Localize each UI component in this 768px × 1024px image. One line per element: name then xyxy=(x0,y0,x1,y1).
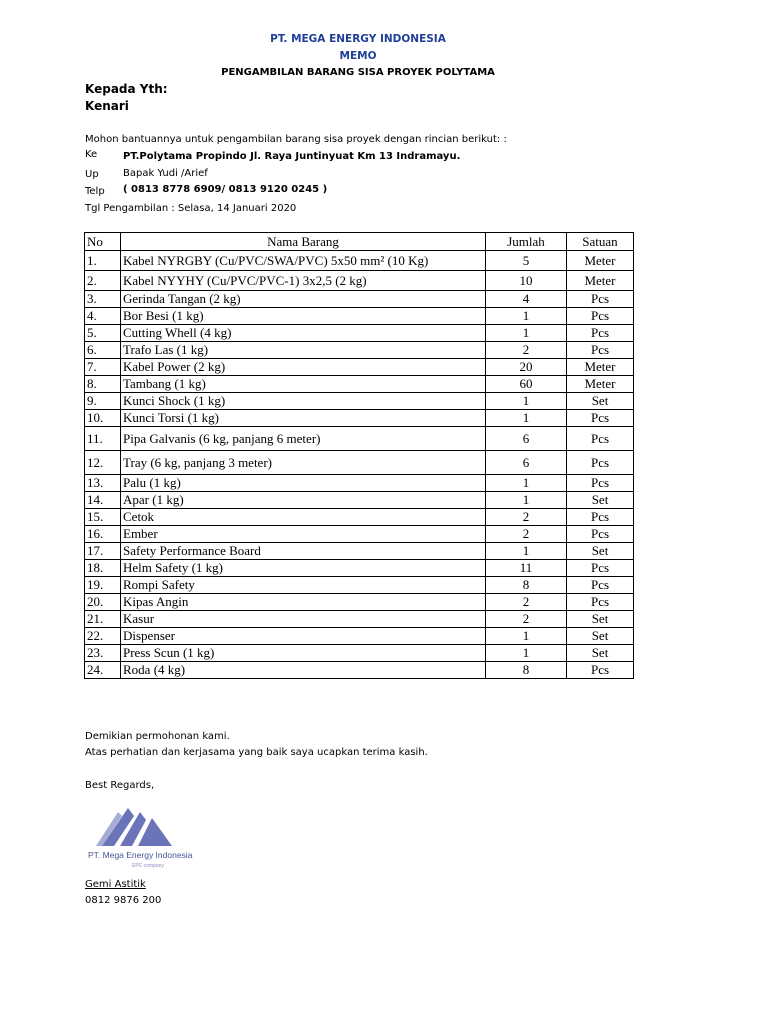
cell-satuan: Pcs xyxy=(567,594,634,611)
cell-no: 5. xyxy=(85,325,121,342)
cell-satuan: Pcs xyxy=(567,560,634,577)
cell-no: 10. xyxy=(85,410,121,427)
cell-nama: Pipa Galvanis (6 kg, panjang 6 meter) xyxy=(121,427,486,451)
header-no: No xyxy=(85,233,121,251)
cell-jumlah: 8 xyxy=(486,662,567,679)
header-jumlah: Jumlah xyxy=(486,233,567,251)
telp-label: Telp xyxy=(85,186,105,197)
cell-jumlah: 1 xyxy=(486,645,567,662)
cell-no: 18. xyxy=(85,560,121,577)
closing-line-2: Atas perhatian dan kerjasama yang baik saya ucapkan terima kasih. xyxy=(85,747,428,758)
cell-no: 24. xyxy=(85,662,121,679)
cell-satuan: Pcs xyxy=(567,291,634,308)
table-row xyxy=(85,645,634,662)
table-row xyxy=(85,291,634,308)
pickup-date: Tgl Pengambilan : Selasa, 14 Januari 2020 xyxy=(85,203,297,214)
cell-nama: Trafo Las (1 kg) xyxy=(121,342,486,359)
table-row xyxy=(85,251,634,271)
cell-nama: Ember xyxy=(121,526,486,543)
table-row xyxy=(85,526,634,543)
cell-jumlah: 5 xyxy=(486,251,567,271)
memo-title: MEMO xyxy=(339,50,377,62)
cell-no: 23. xyxy=(85,645,121,662)
telp-value: ( 0813 8778 6909/ 0813 9120 0245 ) xyxy=(123,184,328,195)
cell-satuan: Meter xyxy=(567,271,634,291)
recipient-name: Kenari xyxy=(85,99,129,113)
table-row xyxy=(85,325,634,342)
cell-nama: Kabel NYRGBY (Cu/PVC/SWA/PVC) 5x50 mm² (10 Kg) xyxy=(121,251,486,271)
recipient-heading: Kepada Yth: xyxy=(85,82,168,96)
ke-label: Ke xyxy=(85,149,98,160)
cell-no: 6. xyxy=(85,342,121,359)
cell-jumlah: 8 xyxy=(486,577,567,594)
cell-satuan: Pcs xyxy=(567,526,634,543)
cell-nama: Cetok xyxy=(121,509,486,526)
cell-nama: Palu (1 kg) xyxy=(121,475,486,492)
cell-jumlah: 1 xyxy=(486,628,567,645)
cell-nama: Kabel Power (2 kg) xyxy=(121,359,486,376)
cell-no: 9. xyxy=(85,393,121,410)
cell-satuan: Pcs xyxy=(567,427,634,451)
table-row xyxy=(85,628,634,645)
cell-satuan: Meter xyxy=(567,251,634,271)
table-row xyxy=(85,451,634,475)
signature-phone: 0812 9876 200 xyxy=(85,895,162,906)
cell-no: 2. xyxy=(85,271,121,291)
cell-nama: Press Scun (1 kg) xyxy=(121,645,486,662)
cell-no: 16. xyxy=(85,526,121,543)
cell-jumlah: 1 xyxy=(486,475,567,492)
company-name: PT. MEGA ENERGY INDONESIA xyxy=(270,33,446,45)
cell-jumlah: 2 xyxy=(486,526,567,543)
cell-nama: Gerinda Tangan (2 kg) xyxy=(121,291,486,308)
table-row xyxy=(85,577,634,594)
header-satuan: Satuan xyxy=(567,233,634,251)
cell-nama: Tambang (1 kg) xyxy=(121,376,486,393)
cell-no: 11. xyxy=(85,427,121,451)
cell-satuan: Pcs xyxy=(567,577,634,594)
up-value: Bapak Yudi /Arief xyxy=(123,168,208,179)
cell-no: 15. xyxy=(85,509,121,526)
memo-subject: PENGAMBILAN BARANG SISA PROYEK POLYTAMA xyxy=(221,67,495,78)
cell-jumlah: 20 xyxy=(486,359,567,376)
company-logo xyxy=(82,798,200,870)
cell-satuan: Pcs xyxy=(567,308,634,325)
table-row xyxy=(85,342,634,359)
cell-jumlah: 60 xyxy=(486,376,567,393)
table-row xyxy=(85,560,634,577)
cell-jumlah: 2 xyxy=(486,611,567,628)
cell-no: 13. xyxy=(85,475,121,492)
cell-nama: Kipas Angin xyxy=(121,594,486,611)
table-row xyxy=(85,509,634,526)
cell-jumlah: 4 xyxy=(486,291,567,308)
cell-no: 12. xyxy=(85,451,121,475)
logo-tagline: EPC company xyxy=(132,863,164,869)
cell-jumlah: 6 xyxy=(486,451,567,475)
cell-satuan: Pcs xyxy=(567,451,634,475)
cell-no: 7. xyxy=(85,359,121,376)
cell-no: 21. xyxy=(85,611,121,628)
cell-nama: Safety Performance Board xyxy=(121,543,486,560)
cell-nama: Kunci Torsi (1 kg) xyxy=(121,410,486,427)
closing-line-1: Demikian permohonan kami. xyxy=(85,731,230,742)
cell-jumlah: 1 xyxy=(486,492,567,509)
cell-no: 8. xyxy=(85,376,121,393)
cell-jumlah: 1 xyxy=(486,325,567,342)
cell-jumlah: 1 xyxy=(486,543,567,560)
cell-satuan: Set xyxy=(567,492,634,509)
cell-nama: Kabel NYYHY (Cu/PVC/PVC-1) 3x2,5 (2 kg) xyxy=(121,271,486,291)
cell-satuan: Set xyxy=(567,543,634,560)
cell-jumlah: 6 xyxy=(486,427,567,451)
cell-jumlah: 2 xyxy=(486,342,567,359)
cell-no: 19. xyxy=(85,577,121,594)
logo-name: PT. Mega Energy Indonesia xyxy=(88,850,193,860)
cell-satuan: Meter xyxy=(567,359,634,376)
cell-satuan: Pcs xyxy=(567,662,634,679)
cell-satuan: Pcs xyxy=(567,509,634,526)
cell-satuan: Pcs xyxy=(567,342,634,359)
items-table xyxy=(84,232,634,679)
header-nama: Nama Barang xyxy=(121,233,486,251)
cell-nama: Cutting Whell (4 kg) xyxy=(121,325,486,342)
cell-nama: Tray (6 kg, panjang 3 meter) xyxy=(121,451,486,475)
cell-nama: Kasur xyxy=(121,611,486,628)
cell-no: 22. xyxy=(85,628,121,645)
mega-energy-logo-icon xyxy=(82,798,200,870)
cell-jumlah: 2 xyxy=(486,594,567,611)
table-row xyxy=(85,594,634,611)
signature-name: Gemi Astitik xyxy=(85,879,146,890)
table-row xyxy=(85,543,634,560)
cell-satuan: Pcs xyxy=(567,410,634,427)
cell-satuan: Meter xyxy=(567,376,634,393)
cell-nama: Roda (4 kg) xyxy=(121,662,486,679)
intro-text: Mohon bantuannya untuk pengambilan barang sisa proyek dengan rincian berikut: : xyxy=(85,134,507,145)
cell-no: 14. xyxy=(85,492,121,509)
cell-nama: Apar (1 kg) xyxy=(121,492,486,509)
ke-value: PT.Polytama Propindo Jl. Raya Juntinyuat Km 13 Indramayu. xyxy=(123,151,461,162)
table-row xyxy=(85,427,634,451)
up-label: Up xyxy=(85,169,99,180)
cell-satuan: Set xyxy=(567,393,634,410)
cell-jumlah: 11 xyxy=(486,560,567,577)
cell-no: 1. xyxy=(85,251,121,271)
cell-nama: Dispenser xyxy=(121,628,486,645)
table-row xyxy=(85,359,634,376)
cell-jumlah: 2 xyxy=(486,509,567,526)
cell-nama: Helm Safety (1 kg) xyxy=(121,560,486,577)
cell-satuan: Set xyxy=(567,611,634,628)
table-row xyxy=(85,611,634,628)
cell-jumlah: 10 xyxy=(486,271,567,291)
table-row xyxy=(85,271,634,291)
table-row xyxy=(85,662,634,679)
cell-no: 4. xyxy=(85,308,121,325)
cell-satuan: Set xyxy=(567,628,634,645)
cell-satuan: Pcs xyxy=(567,475,634,492)
table-row xyxy=(85,492,634,509)
cell-no: 20. xyxy=(85,594,121,611)
cell-jumlah: 1 xyxy=(486,393,567,410)
cell-nama: Rompi Safety xyxy=(121,577,486,594)
table-row xyxy=(85,475,634,492)
table-row xyxy=(85,308,634,325)
cell-satuan: Pcs xyxy=(567,325,634,342)
cell-no: 17. xyxy=(85,543,121,560)
cell-nama: Bor Besi (1 kg) xyxy=(121,308,486,325)
cell-no: 3. xyxy=(85,291,121,308)
cell-satuan: Set xyxy=(567,645,634,662)
table-row xyxy=(85,393,634,410)
cell-jumlah: 1 xyxy=(486,410,567,427)
cell-nama: Kunci Shock (1 kg) xyxy=(121,393,486,410)
cell-jumlah: 1 xyxy=(486,308,567,325)
regards: Best Regards, xyxy=(85,780,155,791)
table-row xyxy=(85,410,634,427)
table-header-row xyxy=(85,233,634,251)
table-row xyxy=(85,376,634,393)
